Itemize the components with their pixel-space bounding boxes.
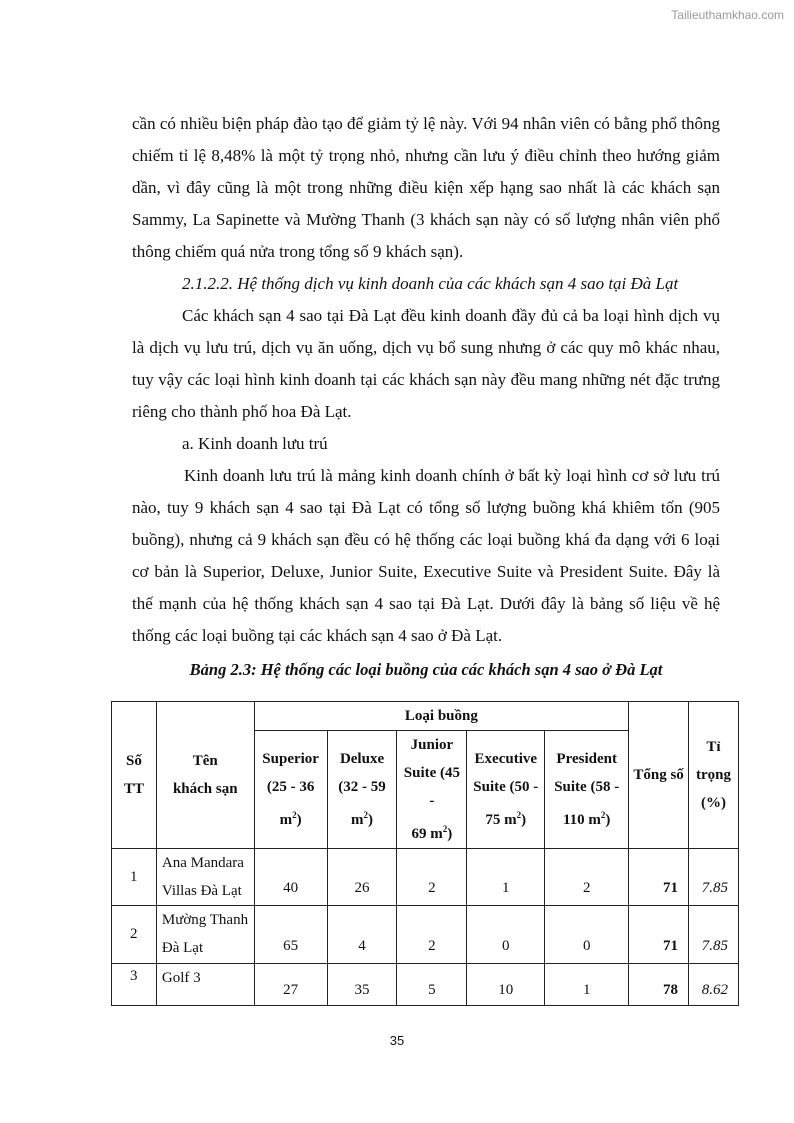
header-superior: Superior (25 - 36 $m^2$) [254,731,327,849]
watermark: Tailieuthamkhao.com [671,8,784,22]
cell-superior: 40 [254,849,327,906]
header-junior-suite: Junior Suite (45 - 69 $m^2$) [397,731,467,849]
cell-percent: 8.62 [689,964,739,1006]
row-stt: 3 [112,964,157,1006]
table-row [112,964,739,1006]
cell-executive: 1 [467,849,545,906]
cell-junior: 2 [397,906,467,964]
paragraph-3: Kinh doanh lưu trú là mảng kinh doanh chính ở bất kỳ loại hình cơ sở lưu trú nào, tuy 9 khách sạn 4 sao tại Đà Lạt có tổng số lượng buồng khá khiêm tốn (905 buồng), nhưng cả 9 khách sạn đều có hệ thống các loại buồng khá đa dạng với 6 loại cơ bản là Superior, Deluxe, Junior Suite, Executive Suite và President Suite. Đây là thế mạnh của hệ thống khách sạn 4 sao tại Đà Lạt. Dưới đây là bảng số liệu về hệ thống các loại buồng tại các khách sạn 4 sao ở Đà Lạt. [132,466,720,645]
cell-deluxe: 26 [327,849,397,906]
page-number: 35 [389,1033,405,1048]
cell-deluxe: 35 [327,964,397,1006]
cell-junior: 5 [397,964,467,1006]
row-stt: 2 [112,906,157,964]
cell-superior: 65 [254,906,327,964]
table-row [112,849,739,906]
cell-total: 71 [629,906,689,964]
cell-percent: 7.85 [689,849,739,906]
cell-superior: 27 [254,964,327,1006]
cell-total: 71 [629,849,689,906]
cell-executive: 0 [467,906,545,964]
row-stt: 1 [112,849,157,906]
section-heading: 2.1.2.2. Hệ thống dịch vụ kinh doanh của các khách sạn 4 sao tại Đà Lạt [182,274,679,293]
room-types-table [111,701,739,1006]
cell-total: 78 [629,964,689,1006]
header-name: Tên khách sạn [156,702,254,849]
cell-president: 0 [545,906,629,964]
row-hotel-name: Golf 3 [156,964,254,1006]
list-item-a: a. Kinh doanh lưu trú [182,434,328,453]
header-stt: Số TT [112,702,157,849]
paragraph-1: cần có nhiều biện pháp đào tạo để giảm tỷ lệ này. Với 94 nhân viên có bằng phổ thông chiếm tỉ lệ 8,48% là một tỷ trọng nhỏ, nhưng cần lưu ý điều chỉnh theo hướng giảm dần, vì đây cũng là một trong những điều kiện xếp hạng sao nhất là các khách sạn Sammy, La Sapinette và Mường Thanh (3 khách sạn này có số lượng nhân viên phổ thông chiếm quá nửa trong tổng số 9 khách sạn). [132,114,720,261]
header-executive-suite: Executive Suite (50 - 75 $m^2$) [467,731,545,849]
header-deluxe: Deluxe (32 - 59 $m^2$) [327,731,397,849]
header-president-suite: President Suite (58 - 110 $m^2$) [545,731,629,849]
header-room-types: Loại buồng [254,702,628,731]
row-hotel-name: Mường Thanh Đà Lạt [156,906,254,964]
cell-percent: 7.85 [689,906,739,964]
cell-junior: 2 [397,849,467,906]
header-percent: Tỉ trọng (%) [689,702,739,849]
row-hotel-name: Ana Mandara Villas Đà Lạt [156,849,254,906]
document-body [132,108,720,686]
header-total: Tổng số [629,702,689,849]
cell-president: 1 [545,964,629,1006]
cell-executive: 10 [467,964,545,1006]
table-caption: Bảng 2.3: Hệ thống các loại buồng của các khách sạn 4 sao ở Đà Lạt [189,660,663,679]
cell-president: 2 [545,849,629,906]
paragraph-2: Các khách sạn 4 sao tại Đà Lạt đều kinh doanh đầy đủ cả ba loại hình dịch vụ là dịch vụ lưu trú, dịch vụ ăn uống, dịch vụ bổ sung nhưng ở các quy mô khác nhau, tuy vậy các loại hình kinh doanh tại các khách sạn này đều mang những nét đặc trưng riêng cho thành phố hoa Đà Lạt. [132,306,720,421]
table-row [112,906,739,964]
cell-deluxe: 4 [327,906,397,964]
